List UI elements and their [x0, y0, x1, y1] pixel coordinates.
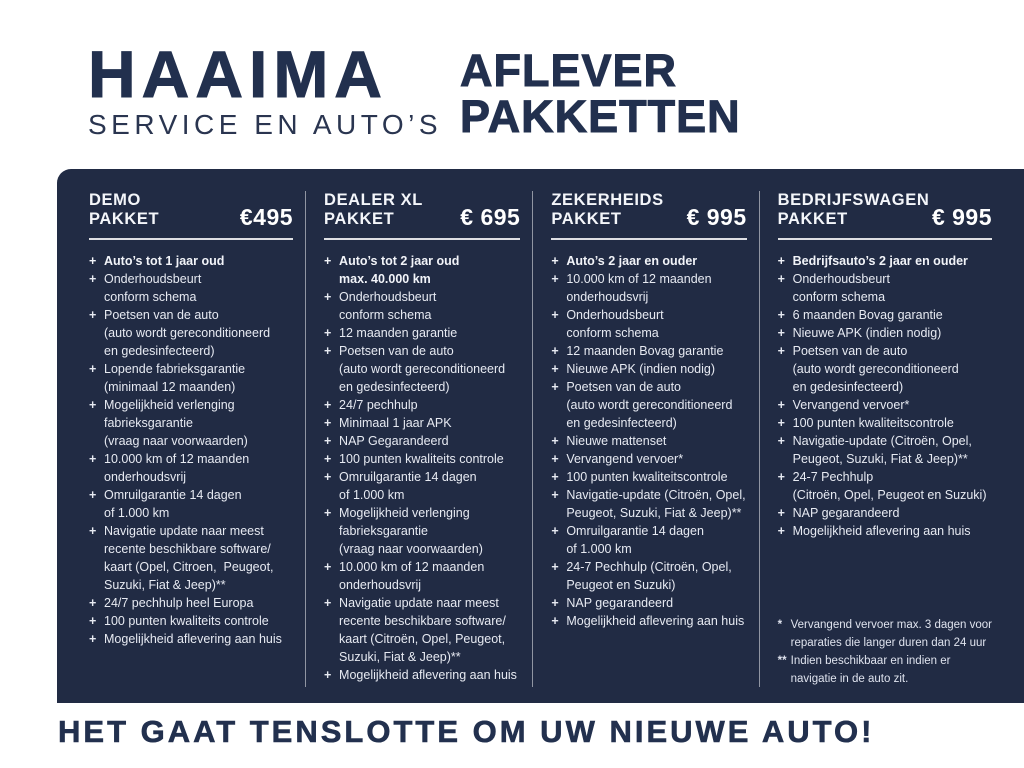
plus-bullet [551, 576, 566, 594]
plus-bullet: + [324, 416, 332, 430]
feature-text: fabrieksgarantie [339, 524, 428, 538]
brand-subtitle: SERVICE EN AUTO’S [88, 109, 442, 140]
plus-bullet [778, 450, 793, 468]
feature-line [324, 324, 520, 342]
plus-bullet: + [324, 398, 332, 412]
feature-line [551, 522, 746, 540]
asterisk-marker [778, 634, 791, 652]
page-title-line1: AFLEVER [460, 45, 678, 96]
feature-text: Onderhoudsbeurt [792, 272, 890, 286]
feature-text: Omruilgarantie 14 dagen [339, 470, 477, 484]
package-title: ZEKERHEIDS PAKKET [551, 191, 664, 228]
feature-line [778, 324, 992, 342]
feature-text: Poetsen van de auto [339, 344, 454, 358]
plus-bullet: + [777, 398, 785, 412]
feature-text: (Citroën, Opel, Peugeot en Suzuki) [792, 488, 987, 502]
plus-bullet: + [551, 254, 559, 268]
plus-bullet [89, 414, 104, 432]
feature-text: en gedesinfecteerd) [792, 380, 904, 394]
plus-bullet: + [777, 470, 785, 484]
feature-text: 100 punten kwaliteitscontrole [792, 416, 954, 430]
feature-text: conform schema [339, 308, 432, 322]
feature-text: Peugeot en Suzuki) [566, 578, 676, 592]
feature-line [551, 288, 746, 306]
feature-text: of 1.000 km [339, 488, 405, 502]
plus-bullet: + [551, 560, 559, 574]
feature-text: Suzuki, Fiat & Jeep)** [339, 650, 461, 664]
feature-text: Bedrijfsauto’s 2 jaar en ouder [792, 254, 968, 268]
plus-bullet: + [551, 308, 559, 322]
package-price: €495 [239, 204, 294, 230]
feature-text: Vervangend vervoer* [566, 452, 684, 466]
feature-text: 10.000 km of 12 maanden [339, 560, 485, 574]
feature-line [551, 378, 746, 396]
feature-line [778, 252, 992, 270]
package-price: € 995 [686, 204, 747, 230]
feature-line [551, 594, 746, 612]
feature-text: fabrieksgarantie [104, 416, 193, 430]
plus-bullet [89, 342, 104, 360]
package-title: DEALER XL PAKKET [324, 191, 423, 228]
plus-bullet: + [324, 452, 332, 466]
feature-line [89, 522, 293, 540]
footer-tagline: HET GAAT TENSLOTTE OM UW NIEUWE AUTO! [58, 714, 875, 749]
plus-bullet: + [551, 434, 559, 448]
feature-line [778, 522, 992, 540]
feature-text: en gedesinfecteerd) [339, 380, 450, 394]
package-header [89, 191, 293, 229]
plus-bullet: + [89, 596, 97, 610]
feature-text: Omruilgarantie 14 dagen [566, 524, 704, 538]
feature-text: recente beschikbare software/ [339, 614, 506, 628]
plus-bullet: + [551, 614, 559, 628]
feature-text: 24/7 pechhulp heel Europa [104, 596, 254, 610]
footnote-line [778, 634, 992, 652]
plus-bullet: + [777, 308, 785, 322]
plus-bullet: + [551, 596, 559, 610]
feature-text: Mogelijkheid aflevering aan huis [792, 524, 971, 538]
feature-line [89, 612, 293, 630]
feature-text: onderhoudsvrij [104, 470, 186, 484]
package-column-zekerheids [532, 191, 758, 687]
plus-bullet: + [777, 434, 785, 448]
feature-text: (vraag naar voorwaarden) [339, 542, 483, 556]
package-title: DEMO PAKKET [89, 191, 160, 228]
feature-text: of 1.000 km [566, 542, 632, 556]
feature-text: 24/7 pechhulp [339, 398, 418, 412]
plus-bullet: + [777, 344, 785, 358]
package-column-bedrijfswagen [759, 191, 1004, 687]
package-header [551, 191, 746, 229]
feature-line [324, 558, 520, 576]
brand-logo [88, 37, 442, 141]
feature-text: Onderhoudsbeurt [339, 290, 437, 304]
feature-text: (auto wordt gereconditioneerd [104, 326, 271, 340]
plus-bullet [89, 324, 104, 342]
package-header [324, 191, 520, 229]
feature-line [89, 324, 293, 342]
plus-bullet [324, 486, 339, 504]
footnote-text: Indien beschikbaar en indien er [790, 655, 951, 667]
plus-bullet [89, 468, 104, 486]
plus-bullet [778, 378, 793, 396]
plus-bullet [324, 612, 339, 630]
plus-bullet [551, 504, 566, 522]
header-underline [324, 238, 520, 240]
feature-line [89, 594, 293, 612]
feature-line [551, 396, 746, 414]
feature-line [551, 270, 746, 288]
plus-bullet: + [324, 596, 332, 610]
feature-text: 10.000 km of 12 maanden [104, 452, 250, 466]
footnotes [778, 616, 992, 688]
feature-text: Auto’s tot 2 jaar oud [339, 254, 460, 268]
feature-line [324, 594, 520, 612]
plus-bullet: + [89, 398, 97, 412]
feature-line [551, 486, 746, 504]
feature-text: 12 maanden Bovag garantie [566, 344, 724, 358]
feature-line [324, 576, 520, 594]
feature-line [324, 504, 520, 522]
feature-text: 100 punten kwaliteits controle [104, 614, 269, 628]
feature-line [324, 486, 520, 504]
feature-line [551, 252, 746, 270]
feature-text: Onderhoudsbeurt [104, 272, 202, 286]
footnote-line [778, 652, 992, 670]
plus-bullet [324, 360, 339, 378]
feature-line [778, 342, 992, 360]
asterisk-marker [778, 670, 791, 688]
plus-bullet: + [324, 506, 332, 520]
feature-line [89, 270, 293, 288]
feature-text: conform schema [104, 290, 197, 304]
feature-line [324, 666, 520, 684]
feature-line [551, 414, 746, 432]
plus-bullet [324, 576, 339, 594]
feature-text: 6 maanden Bovag garantie [792, 308, 943, 322]
feature-line [324, 342, 520, 360]
feature-text: max. 40.000 km [339, 272, 431, 286]
feature-text: Poetsen van de auto [792, 344, 908, 358]
plus-bullet: + [89, 488, 97, 502]
feature-text: Navigatie update naar meest [339, 596, 499, 610]
feature-text: Mogelijkheid verlenging [104, 398, 235, 412]
plus-bullet: + [551, 452, 559, 466]
plus-bullet: + [89, 452, 97, 466]
feature-text: Navigatie update naar meest [104, 524, 264, 538]
plus-bullet: + [551, 362, 559, 376]
plus-bullet [324, 630, 339, 648]
feature-text: Mogelijkheid aflevering aan huis [566, 614, 745, 628]
plus-bullet: + [324, 434, 332, 448]
feature-line [89, 342, 293, 360]
feature-line [778, 288, 992, 306]
plus-bullet [551, 540, 566, 558]
feature-line [89, 504, 293, 522]
plus-bullet [551, 396, 566, 414]
feature-text: onderhoudsvrij [339, 578, 422, 592]
feature-text: of 1.000 km [104, 506, 170, 520]
feature-line [778, 306, 992, 324]
feature-text: NAP Gegarandeerd [339, 434, 449, 448]
plus-bullet: + [324, 326, 332, 340]
feature-text: NAP gegarandeerd [792, 506, 900, 520]
feature-line [551, 306, 746, 324]
plus-bullet [324, 306, 339, 324]
plus-bullet: + [89, 308, 97, 322]
plus-bullet [778, 288, 793, 306]
plus-bullet: + [551, 272, 559, 286]
feature-line [89, 306, 293, 324]
plus-bullet [89, 558, 104, 576]
header-underline [89, 238, 293, 240]
feature-line [778, 360, 992, 378]
header-underline [778, 238, 992, 240]
plus-bullet [324, 648, 339, 666]
feature-line [551, 540, 746, 558]
feature-text: Lopende fabrieksgarantie [104, 362, 246, 376]
feature-line [89, 450, 293, 468]
feature-line [89, 252, 293, 270]
feature-line [89, 288, 293, 306]
plus-bullet: + [324, 290, 332, 304]
feature-line [324, 450, 520, 468]
feature-line [551, 558, 746, 576]
feature-text: (auto wordt gereconditioneerd [792, 362, 959, 376]
plus-bullet: + [551, 524, 559, 538]
plus-bullet: + [89, 254, 97, 268]
feature-line [89, 432, 293, 450]
feature-text: Nieuwe APK (indien nodig) [792, 326, 942, 340]
plus-bullet: + [777, 524, 785, 538]
package-column-dealer-xl [305, 191, 532, 687]
feature-text: NAP gegarandeerd [566, 596, 674, 610]
feature-text: Onderhoudsbeurt [566, 308, 664, 322]
feature-line [324, 630, 520, 648]
feature-line [778, 450, 992, 468]
feature-line [778, 414, 992, 432]
plus-bullet: + [551, 380, 559, 394]
feature-text: Mogelijkheid aflevering aan huis [104, 632, 282, 646]
feature-line [778, 432, 992, 450]
plus-bullet [551, 324, 566, 342]
feature-text: Auto’s 2 jaar en ouder [566, 254, 698, 268]
feature-line [89, 468, 293, 486]
feature-line [89, 576, 293, 594]
package-price: € 995 [931, 204, 992, 230]
feature-text: Nieuwe APK (indien nodig) [566, 362, 716, 376]
feature-text: (vraag naar voorwaarden) [104, 434, 248, 448]
feature-line [89, 360, 293, 378]
feature-text: (auto wordt gereconditioneerd [566, 398, 733, 412]
footnote-line [778, 670, 992, 688]
asterisk-marker: * [777, 619, 783, 631]
feature-line [324, 378, 520, 396]
feature-line [551, 576, 746, 594]
plus-bullet: + [89, 524, 97, 538]
feature-line [324, 288, 520, 306]
feature-line [89, 378, 293, 396]
plus-bullet: + [324, 560, 332, 574]
feature-line [778, 378, 992, 396]
feature-list [551, 252, 746, 630]
plus-bullet: + [777, 254, 785, 268]
feature-text: conform schema [792, 290, 886, 304]
feature-text: kaart (Opel, Citroen, Peugeot, [104, 560, 274, 574]
feature-line [324, 396, 520, 414]
plus-bullet [89, 504, 104, 522]
feature-text: 24-7 Pechhulp (Citroën, Opel, [566, 560, 732, 574]
feature-text: Peugeot, Suzuki, Fiat & Jeep)** [792, 452, 968, 466]
feature-line [551, 468, 746, 486]
feature-line [778, 468, 992, 486]
plus-bullet: + [324, 254, 332, 268]
feature-line [551, 504, 746, 522]
feature-text: (auto wordt gereconditioneerd [339, 362, 506, 376]
feature-line [551, 450, 746, 468]
feature-line [324, 360, 520, 378]
plus-bullet: + [324, 344, 332, 358]
plus-bullet: + [551, 470, 559, 484]
packages-panel [57, 169, 1024, 703]
brand-name: HAAIMA [88, 37, 388, 111]
plus-bullet [324, 378, 339, 396]
plus-bullet: + [777, 416, 785, 430]
plus-bullet [778, 360, 793, 378]
plus-bullet [89, 378, 104, 396]
feature-line [324, 252, 520, 270]
feature-text: 100 punten kwaliteits controle [339, 452, 504, 466]
feature-text: recente beschikbare software/ [104, 542, 271, 556]
feature-line [778, 486, 992, 504]
feature-text: 100 punten kwaliteitscontrole [566, 470, 728, 484]
plus-bullet: + [777, 506, 785, 520]
feature-line [778, 270, 992, 288]
plus-bullet: + [551, 344, 559, 358]
plus-bullet: + [324, 668, 332, 682]
plus-bullet: + [777, 326, 785, 340]
feature-line [778, 396, 992, 414]
plus-bullet [89, 432, 104, 450]
plus-bullet [89, 576, 104, 594]
plus-bullet: + [89, 362, 97, 376]
footnote-text: navigatie in de auto zit. [790, 673, 909, 685]
footnote-text: Vervangend vervoer max. 3 dagen voor [790, 619, 992, 631]
feature-text: 24-7 Pechhulp [792, 470, 874, 484]
feature-text: Poetsen van de auto [566, 380, 682, 394]
feature-list [89, 252, 293, 648]
feature-line [89, 558, 293, 576]
feature-line [89, 486, 293, 504]
feature-text: (minimaal 12 maanden) [104, 380, 236, 394]
plus-bullet [551, 414, 566, 432]
feature-text: conform schema [566, 326, 659, 340]
feature-line [551, 342, 746, 360]
plus-bullet: + [551, 488, 559, 502]
feature-line [324, 432, 520, 450]
feature-text: Vervangend vervoer* [792, 398, 910, 412]
feature-text: Minimaal 1 jaar APK [339, 416, 452, 430]
feature-text: Mogelijkheid aflevering aan huis [339, 668, 517, 682]
feature-line [324, 468, 520, 486]
feature-text: 12 maanden garantie [339, 326, 458, 340]
plus-bullet [324, 522, 339, 540]
feature-line [89, 396, 293, 414]
feature-line [551, 360, 746, 378]
feature-line [324, 306, 520, 324]
feature-line [551, 324, 746, 342]
feature-line [324, 414, 520, 432]
plus-bullet: + [89, 632, 97, 646]
plus-bullet [324, 540, 339, 558]
feature-text: en gedesinfecteerd) [566, 416, 677, 430]
asterisk-marker: ** [777, 655, 787, 667]
feature-line [551, 432, 746, 450]
feature-line [89, 630, 293, 648]
plus-bullet: + [324, 470, 332, 484]
feature-list [778, 252, 992, 540]
feature-text: kaart (Citroën, Opel, Peugeot, [339, 632, 506, 646]
feature-text: Auto’s tot 1 jaar oud [104, 254, 225, 268]
header-underline [551, 238, 746, 240]
feature-text: Nieuwe mattenset [566, 434, 667, 448]
feature-line [324, 612, 520, 630]
feature-line [324, 648, 520, 666]
plus-bullet [551, 288, 566, 306]
plus-bullet [89, 288, 104, 306]
feature-line [778, 504, 992, 522]
feature-line [551, 612, 746, 630]
feature-text: Suzuki, Fiat & Jeep)** [104, 578, 226, 592]
feature-list [324, 252, 520, 684]
package-title: BEDRIJFSWAGEN PAKKET [777, 191, 930, 228]
page-title-line2: PAKKETTEN [460, 91, 741, 142]
package-column-demo [89, 191, 305, 703]
feature-line [89, 540, 293, 558]
plus-bullet: + [89, 272, 97, 286]
feature-line [324, 522, 520, 540]
feature-text: onderhoudsvrij [566, 290, 649, 304]
feature-text: Navigatie-update (Citroën, Opel, [792, 434, 972, 448]
feature-text: en gedesinfecteerd) [104, 344, 215, 358]
footnote-line [778, 616, 992, 634]
footnote-text: reparaties die langer duren dan 24 uur [790, 637, 987, 649]
feature-line [324, 540, 520, 558]
feature-text: Poetsen van de auto [104, 308, 219, 322]
plus-bullet [324, 270, 339, 288]
feature-text: Omruilgarantie 14 dagen [104, 488, 242, 502]
feature-line [324, 270, 520, 288]
package-header [778, 191, 992, 229]
feature-text: Navigatie-update (Citroën, Opel, [566, 488, 746, 502]
plus-bullet [89, 540, 104, 558]
feature-text: 10.000 km of 12 maanden [566, 272, 712, 286]
page-title [460, 45, 741, 142]
plus-bullet: + [89, 614, 97, 628]
plus-bullet: + [777, 272, 785, 286]
package-price: € 695 [460, 204, 521, 230]
feature-line [89, 414, 293, 432]
feature-text: Peugeot, Suzuki, Fiat & Jeep)** [566, 506, 742, 520]
plus-bullet [778, 486, 793, 504]
feature-text: Mogelijkheid verlenging [339, 506, 470, 520]
